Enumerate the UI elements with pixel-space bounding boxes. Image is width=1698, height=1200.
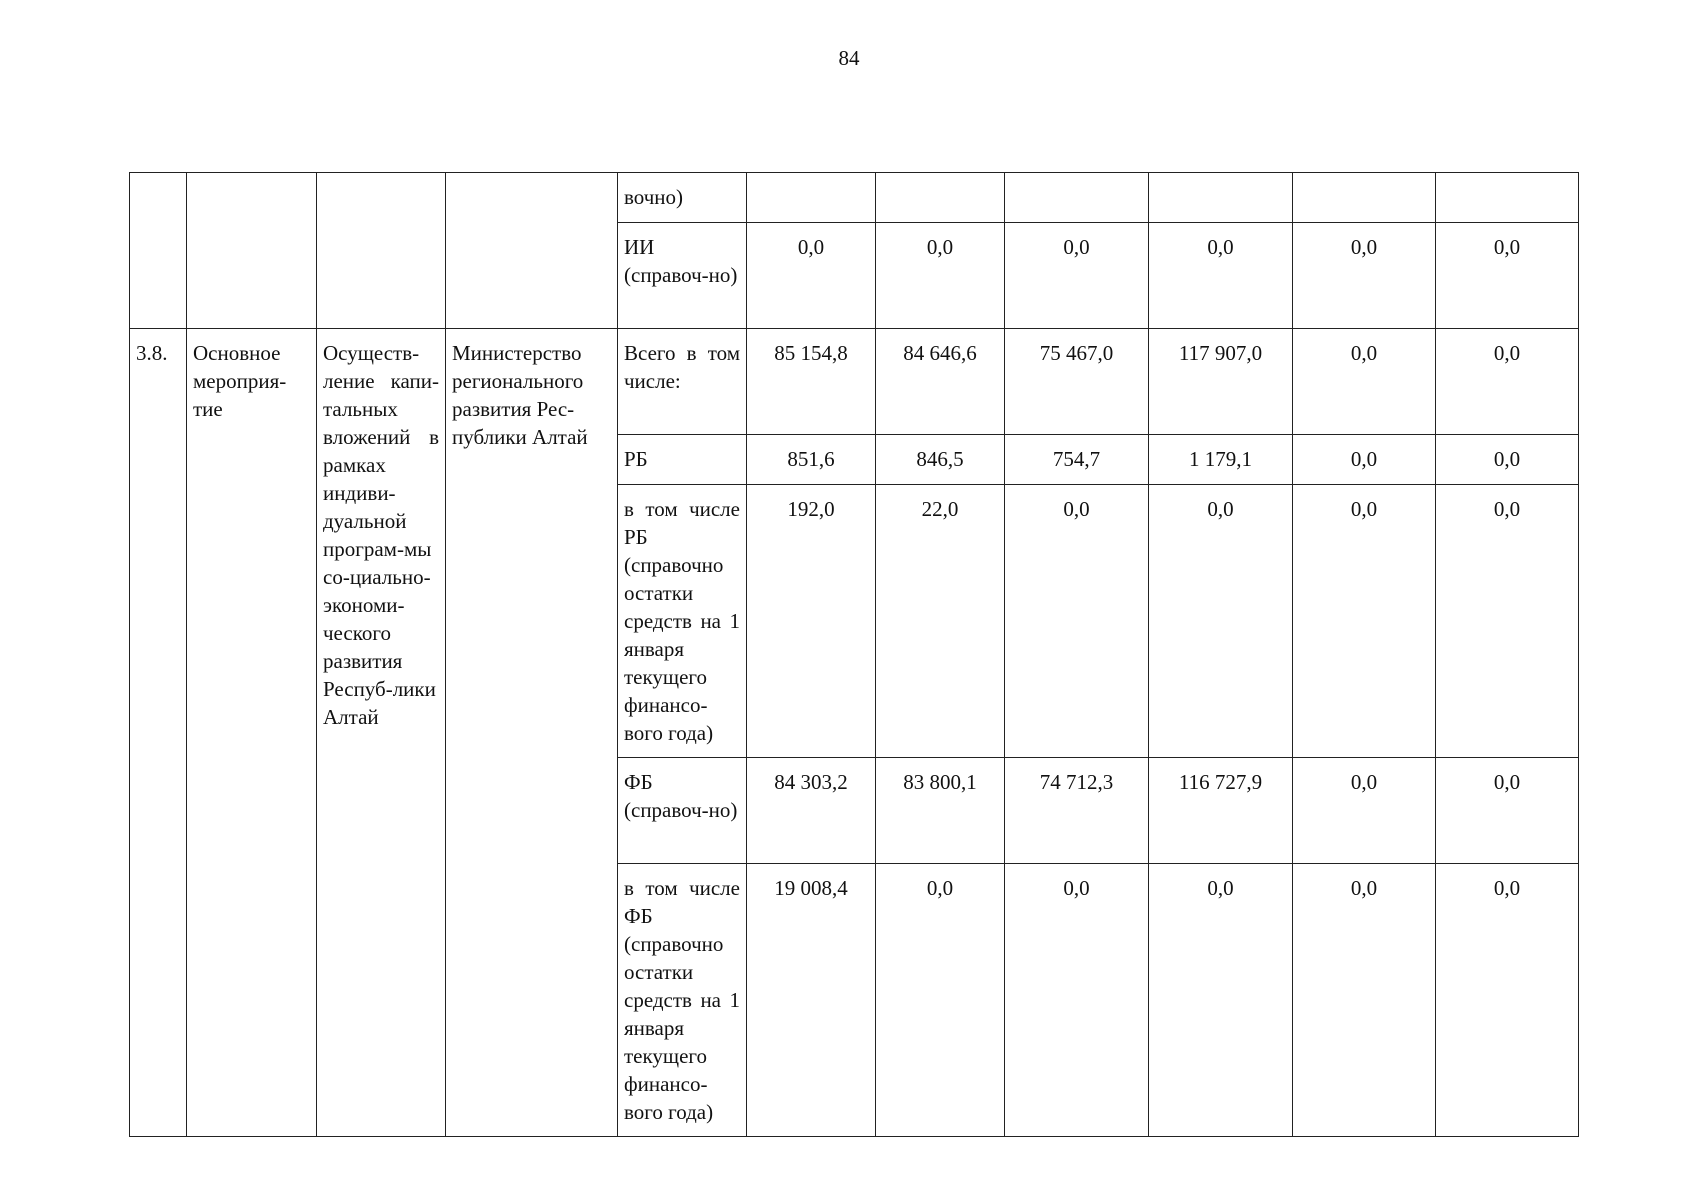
item-name-cell: Осуществ-ление капи-тальных вложений в рамках индиви-дуальной програм-мы со-циально-экономи-ческого развития Респуб-лики Алтай bbox=[317, 329, 446, 1137]
value-cell: 0,0 bbox=[1293, 758, 1436, 864]
value-cell bbox=[1293, 173, 1436, 223]
value-cell bbox=[747, 173, 876, 223]
empty-cell bbox=[446, 173, 618, 329]
value-cell: 192,0 bbox=[747, 485, 876, 758]
value-cell: 75 467,0 bbox=[1005, 329, 1149, 435]
value-cell: 846,5 bbox=[876, 435, 1005, 485]
budget-table bbox=[129, 172, 1579, 1137]
empty-cell bbox=[130, 173, 187, 329]
executor-cell: Министерство регионального развития Рес-публики Алтай bbox=[446, 329, 618, 1137]
value-cell: 116 727,9 bbox=[1149, 758, 1293, 864]
value-cell bbox=[876, 173, 1005, 223]
empty-cell bbox=[317, 173, 446, 329]
item-number-cell: 3.8. bbox=[130, 329, 187, 1137]
value-cell: 84 303,2 bbox=[747, 758, 876, 864]
value-cell: 0,0 bbox=[876, 223, 1005, 329]
value-cell: 0,0 bbox=[1436, 758, 1579, 864]
value-cell: 0,0 bbox=[1293, 223, 1436, 329]
funding-source-cell: в том числе РБ (справочно остатки средств на 1 января текущего финансо-вого года) bbox=[618, 485, 747, 758]
value-cell: 1 179,1 bbox=[1149, 435, 1293, 485]
value-cell: 0,0 bbox=[1293, 864, 1436, 1137]
value-cell: 84 646,6 bbox=[876, 329, 1005, 435]
page-number: 84 bbox=[838, 46, 860, 70]
value-cell: 0,0 bbox=[1293, 329, 1436, 435]
value-cell bbox=[1436, 173, 1579, 223]
value-cell: 0,0 bbox=[1005, 223, 1149, 329]
item-type-cell: Основное мероприя-тие bbox=[187, 329, 317, 1137]
value-cell bbox=[1005, 173, 1149, 223]
funding-source-cell: вочно) bbox=[618, 173, 747, 223]
value-cell: 0,0 bbox=[1293, 435, 1436, 485]
value-cell: 754,7 bbox=[1005, 435, 1149, 485]
value-cell: 0,0 bbox=[1005, 864, 1149, 1137]
value-cell: 0,0 bbox=[1149, 485, 1293, 758]
value-cell: 0,0 bbox=[1436, 485, 1579, 758]
value-cell: 19 008,4 bbox=[747, 864, 876, 1137]
value-cell: 74 712,3 bbox=[1005, 758, 1149, 864]
funding-source-cell: Всего в том числе: bbox=[618, 329, 747, 435]
value-cell: 0,0 bbox=[1436, 864, 1579, 1137]
value-cell: 0,0 bbox=[1293, 485, 1436, 758]
value-cell bbox=[1149, 173, 1293, 223]
value-cell: 0,0 bbox=[876, 864, 1005, 1137]
funding-source-cell: ИИ (справоч-но) bbox=[618, 223, 747, 329]
value-cell: 0,0 bbox=[747, 223, 876, 329]
empty-cell bbox=[187, 173, 317, 329]
value-cell: 851,6 bbox=[747, 435, 876, 485]
value-cell: 22,0 bbox=[876, 485, 1005, 758]
value-cell: 85 154,8 bbox=[747, 329, 876, 435]
value-cell: 0,0 bbox=[1149, 223, 1293, 329]
value-cell: 0,0 bbox=[1436, 329, 1579, 435]
value-cell: 0,0 bbox=[1005, 485, 1149, 758]
table-row bbox=[130, 173, 1579, 223]
value-cell: 117 907,0 bbox=[1149, 329, 1293, 435]
value-cell: 83 800,1 bbox=[876, 758, 1005, 864]
table-row bbox=[130, 329, 1579, 435]
value-cell: 0,0 bbox=[1149, 864, 1293, 1137]
funding-source-cell: РБ bbox=[618, 435, 747, 485]
value-cell: 0,0 bbox=[1436, 223, 1579, 329]
value-cell: 0,0 bbox=[1436, 435, 1579, 485]
funding-source-cell: в том числе ФБ (справочно остатки средств на 1 января текущего финансо-вого года) bbox=[618, 864, 747, 1137]
funding-source-cell: ФБ (справоч-но) bbox=[618, 758, 747, 864]
